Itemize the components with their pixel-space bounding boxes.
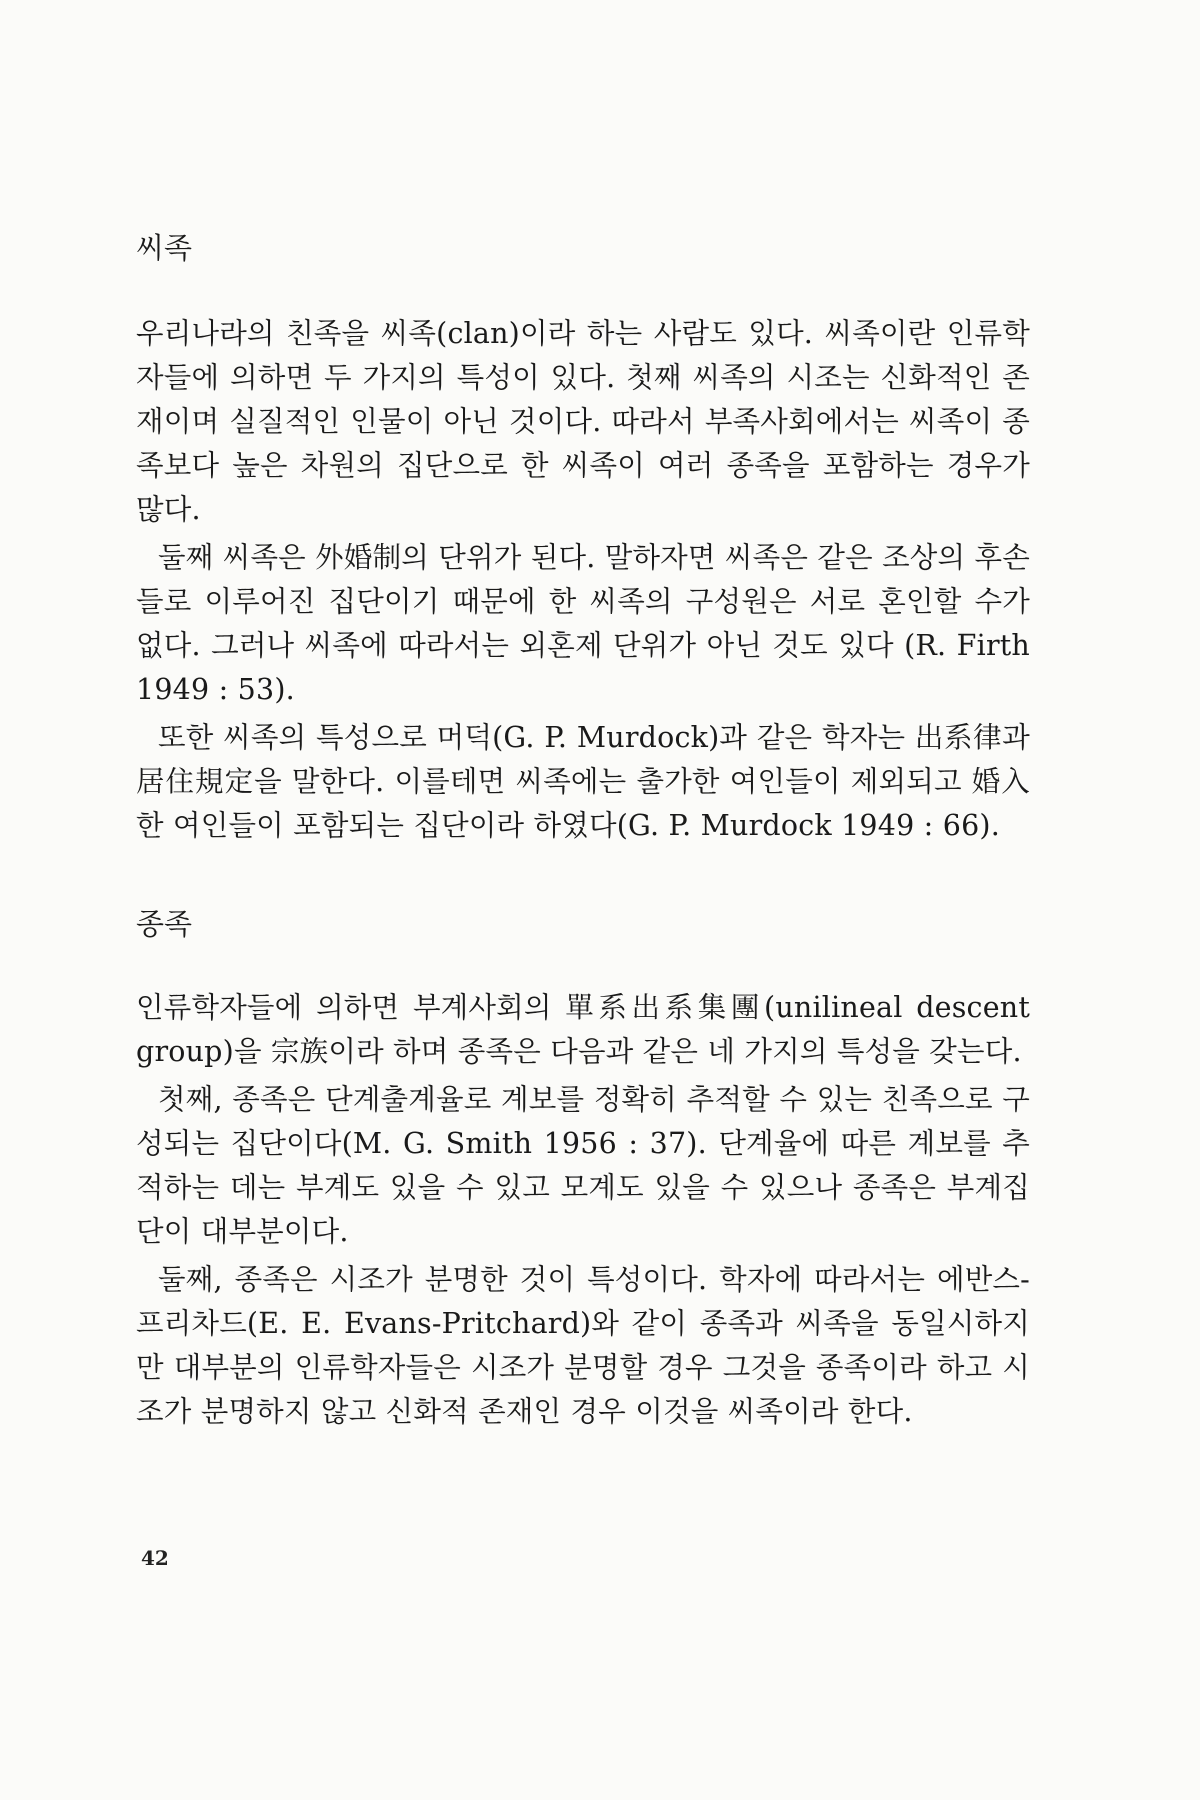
page-number: 42	[141, 1546, 169, 1570]
paragraph: 둘째 씨족은 外婚制의 단위가 된다. 말하자면 씨족은 같은 조상의 후손들로 이루어진 집단이기 때문에 한 씨족의 구성원은 서로 혼인할 수가 없다. 그러나 씨족에 따라서는 외혼제 단위가 아닌 것도 있다 (R. Firth 1949 : 53).	[136, 541, 1030, 706]
page-body	[136, 228, 1030, 1438]
section-heading-clan: 씨족	[136, 231, 193, 265]
paragraph: 인류학자들에 의하면 부계사회의 單系出系集團(unilineal descent group)을 宗族이라 하며 종족은 다음과 같은 네 가지의 특성을 갖는다.	[136, 991, 1030, 1068]
paragraph: 첫째, 종족은 단계출계율로 계보를 정확히 추적할 수 있는 친족으로 구성되는 집단이다(M. G. Smith 1956 : 37). 단계율에 따른 계보를 추적하는 데는 부계도 있을 수 있고 모계도 있을 수 있으나 종족은 부계집단이 대부분이다.	[136, 1083, 1030, 1248]
paragraph: 둘째, 종족은 시조가 분명한 것이 특성이다. 학자에 따라서는 에반스-프리차드(E. E. Evans-Pritchard)와 같이 종족과 씨족을 동일시하지만 대부분의 인류학자들은 시조가 분명할 경우 그것을 종족이라 하고 시조가 분명하지 않고 신화적 존재인 경우 이것을 씨족이라 한다.	[136, 1263, 1030, 1428]
paragraph: 또한 씨족의 특성으로 머덕(G. P. Murdock)과 같은 학자는 出系律과 居住規定을 말한다. 이를테면 씨족에는 출가한 여인들이 제외되고 婚入한 여인들이 포함되는 집단이라 하였다(G. P. Murdock 1949 : 66).	[136, 721, 1030, 842]
section-heading-lineage: 종족	[136, 907, 193, 941]
paragraph: 우리나라의 친족을 씨족(clan)이라 하는 사람도 있다. 씨족이란 인류학자들에 의하면 두 가지의 특성이 있다. 첫째 씨족의 시조는 신화적인 존재이며 실질적인 인물이 아닌 것이다. 따라서 부족사회에서는 씨족이 종족보다 높은 차원의 집단으로 한 씨족이 여러 종족을 포함하는 경우가 많다.	[136, 317, 1030, 526]
